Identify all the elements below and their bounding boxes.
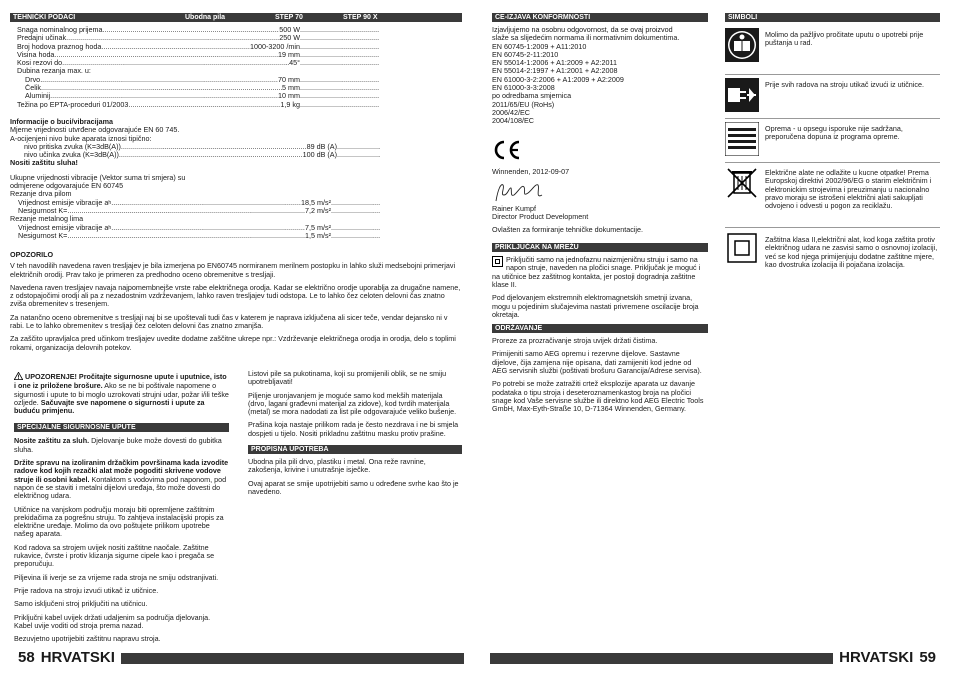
- unplug-icon: [725, 78, 759, 112]
- data-row: [17, 26, 379, 34]
- tech-data-title: TEHNIČKI PODACI: [13, 14, 76, 21]
- data-row: [10, 143, 380, 151]
- spec-p5: Piljevina ili iverje se za vrijeme rada stroja ne smiju odstranjivati.: [14, 572, 219, 582]
- symbol-text: Oprema - u opsegu isporuke nije sadržana, preporučena dopuna iz programa opreme.: [765, 124, 903, 142]
- row-label-sub: h: [108, 199, 112, 206]
- ce-line: 2004/108/EC: [492, 116, 534, 126]
- ce-line: 2006/42/EC: [492, 107, 530, 117]
- spec-p9: Bezuvjetno upotrijebiti zaštitnu napravu stroja.: [14, 634, 161, 644]
- prikljucak-p2: Pod djelovanjem ekstremnih elektromagnetskih smetnji izvana, mogu u pojedinim slučajevima nastati privremene oscilacije broja okretaja.: [492, 293, 699, 319]
- row-label: Dubina rezanja max. u:: [17, 67, 91, 76]
- row-label: Kosi rezovi do: [17, 59, 63, 68]
- vib-line-1: Ukupne vrijednosti vibracije (Vektor suma tri smjera) su: [10, 172, 186, 182]
- ce-line: slaže sa slijedećim normama ili normativnim dokumentima.: [492, 33, 680, 43]
- opozorilo-p3: Za natančno oceno obremenitve s tresljaji naj bi se upoštevali tudi čas v katerem je naprava izključena ali sicer teče, vendar dejansko ni v rabi. Le to lahko obremenitev s tresljaji čez celoten delovni čas znatno zmanjša.: [10, 312, 448, 331]
- row-label: Vrijednost emisije vibracije a: [18, 223, 109, 232]
- row-label: Težina po EPTA-proceduri 01/2003: [17, 100, 129, 109]
- row-label: Visina hoda: [17, 50, 55, 59]
- ce-date: Winnenden, 2012-09-07: [492, 166, 570, 176]
- ce-line: EN 61000-3-2:2006 + A1:2009 + A2:2009: [492, 74, 624, 84]
- opozorilo-p1: V teh navodilih navedena raven tresljajev je bila izmerjena po EN60745 normiranem merilnem postopku in lahko služi medsebojni primerjavi električnih orodij. Prav tako je primeren za predhodno oceno obremenitve s tresljaji.: [10, 261, 456, 279]
- ce-name: Rainer Kumpf: [492, 204, 536, 214]
- propisna-p1: Ubodna pila pili drvo, plastiku i metal. Ona reže ravnine, zakošenja, krivine i unutrašnje isječke.: [248, 457, 426, 475]
- row-label: Broj hodova praznog hoda: [17, 42, 102, 51]
- class-ii-icon: [725, 231, 759, 265]
- opozorilo-p4: Za zaščito upravljalca pred učinkom tresljajev uvedite dodatne zaščitne ukrepe npr.: Vzdrževanje električnega orodja in orodja, delo s toplimi rokami, organizacija delovnih potekov.: [10, 334, 456, 352]
- row-label: Nesigurnost K=: [18, 231, 68, 240]
- propisna-header: PROPISNA UPOTREBA: [248, 445, 462, 454]
- row-value-1: 10 mm: [278, 92, 300, 101]
- symbol-row: [725, 163, 940, 228]
- opozorilo-p2: Navedena raven tresljajev navaja najpomembnejše vrste rabe električnega orodja. Kadar se električno orodje uporablja za drugačne namene, z odstopajočimi orodji ali pa z nezadostnim vzdrževanjem, lahko raven tresljajev tudi odstopa. Le to lahko čez celoten delovni čas znatno zviša obremenitev s tresenjem.: [10, 282, 461, 309]
- weee-bin-icon: [725, 166, 759, 200]
- row-value-1: 1000-3200 /min: [250, 42, 300, 51]
- row-value-1: 500 W: [279, 26, 300, 34]
- row-value-1: 70 mm: [278, 75, 300, 84]
- row-value-1: 250 W: [279, 34, 300, 43]
- spec-p1: Nosite zaštitu za sluh. Djelovanje buke može dovesti do gubitka sluha.: [14, 436, 222, 454]
- vib-line-2: odmjerene odgovarajuće EN 60745: [10, 181, 124, 191]
- row-value-1: 7,5 m/s²: [305, 223, 331, 232]
- row-label: Snaga nominalnog prijema: [17, 26, 103, 34]
- ce-line: Izjavljujemo na osobnu odgovornost, da se ovaj proizvod: [492, 25, 673, 34]
- row-label-sub: h: [108, 224, 112, 231]
- signature-icon: [492, 179, 708, 205]
- page-number-left: 58: [18, 648, 35, 666]
- footer-right: [490, 650, 936, 666]
- row-value-1: 100 dB (A): [302, 151, 337, 160]
- odrzavanje-p1: Proreze za prozračivanje stroja uvijek držati čistima.: [492, 336, 658, 346]
- ce-line: po odredbama smjernica: [492, 91, 572, 101]
- saw-blades-icon: [725, 122, 759, 156]
- ce-role: Director Product Development: [492, 212, 589, 222]
- ce-lines: [492, 26, 708, 126]
- row-label: Predajni učinak: [17, 34, 67, 43]
- read-manual-icon: [725, 28, 759, 62]
- data-row: [17, 76, 379, 84]
- ce-mark-icon: [492, 140, 708, 162]
- col2-p3: Prašina koja nastaje prilikom rada je često nezdrava i ne bi smjela dospjeti u tijelo. Nositi prikladnu zaštitnu masku protiv prašine.: [248, 420, 459, 438]
- row-value-1: 18,5 m/s²: [301, 198, 331, 207]
- data-row: [17, 92, 379, 100]
- noise-protect: Nositi zaštitu sluha!: [10, 158, 78, 168]
- row-value-1: 89 dB (A): [306, 142, 337, 151]
- row-label: Aluminij: [25, 92, 51, 101]
- data-row: [17, 59, 379, 67]
- data-row: [10, 199, 380, 207]
- row-value-1: 5 mm: [282, 84, 300, 93]
- noise-title: Informacije o buci/vibracijama: [10, 117, 114, 126]
- vib-wood: Rezanje drva pilom: [10, 189, 72, 199]
- noise-line-2: A-ocijenjeni nivo buke aparata iznosi tipično:: [10, 133, 152, 143]
- data-row: [17, 101, 379, 109]
- right-col-1: [492, 13, 708, 419]
- noise-line-1: Mjerne vrijednosti utvrđene odgovarajuće EN 60 745.: [10, 125, 180, 135]
- row-label: nivo učinka zvuka (K=3dB(A)): [24, 151, 119, 160]
- col-step70: STEP 70: [275, 14, 303, 21]
- data-row: [17, 67, 379, 75]
- symbol-row: [725, 119, 940, 163]
- odrzavanje-p3: Po potrebi se može zatražiti crtež eksplozije aparata uz davanje podataka o tipu stroja i deseteroznamenkastog broja na pločici snage kod Vaše servisne službe ili direktno kod AEG Electric Tools GmbH, Max-Eyth-Straße 10, D-71364 Winnenden, Germany.: [492, 379, 704, 414]
- col-ubodna: Ubodna pila: [185, 14, 226, 21]
- ce-line: EN 55014-1:2006 + A1:2009 + A2:2011: [492, 58, 617, 68]
- data-row: [17, 51, 379, 59]
- noise-rows: [10, 143, 380, 160]
- ce-line: EN 61000-3-3:2008: [492, 83, 555, 93]
- left-col-1: [14, 372, 229, 648]
- ce-line: EN 55014-2:1997 + A1:2001 + A2:2008: [492, 66, 618, 76]
- prikljucak-p1: Priključiti samo na jednofaznu naizmjeničnu struju i samo na napon struje, naveden na pločici snage. Priključak je moguć i na utičnice bez zaštitnog kontakta, jer postoji dogradnja zaštitne klase II.: [492, 255, 701, 289]
- odrzavanje-header: ODRŽAVANJE: [492, 324, 708, 333]
- data-row: [17, 43, 379, 51]
- row-value-1: 7,2 m/s²: [305, 206, 331, 215]
- language-right: HRVATSKI: [839, 648, 914, 666]
- data-row: [10, 232, 380, 240]
- row-value-1: 19 mm: [278, 50, 300, 59]
- prikljucak-header: PRIKLJUČAK NA MREŽU: [492, 243, 708, 252]
- symbol-row: [725, 75, 940, 119]
- vib-metal-rows: [10, 224, 380, 241]
- specijalne-header: SPECIJALNE SIGURNOSNE UPUTE: [14, 423, 229, 432]
- col-step90: STEP 90 X: [343, 14, 378, 21]
- noise-section: [10, 118, 380, 240]
- ce-line: EN 60745-1:2009 + A11:2010: [492, 41, 587, 51]
- row-value-1: 45°: [289, 59, 300, 68]
- row-value-1: 1,9 kg: [280, 100, 300, 109]
- spec-p7: Samo isključeni stroj priključiti na utičnicu.: [14, 599, 148, 609]
- row-label: Drvo: [25, 75, 41, 84]
- row-label: nivo pritiska zvuka (K=3dB(A)): [24, 142, 121, 151]
- col2-p1: Listovi pile sa pukotinama, koji su promijenili oblik, se ne smiju upotrebljavati!: [248, 369, 447, 387]
- spec-p4: Kod radova sa strojem uvijek nositi zaštitne naočale. Zaštitne rukavice, čvrste i protiv klizanja sigurne cipele kao i pregača se preporučuju.: [14, 542, 215, 569]
- ce-auth: Ovlašten za formiranje tehničke dokumentacije.: [492, 224, 644, 234]
- symbol-text: Zaštitna klasa II,električni alat, kod koga zaštita protiv električnog udara ne zasvisi samo o osnovnoj izolaciji, već se kod njega primijenjuju dodatne zaštitne mjere, kao dvostruka izolacija ili pojačana izolacija.: [765, 235, 938, 269]
- left-col-2: [248, 370, 462, 501]
- row-label: Nesigurnost K=: [18, 206, 68, 215]
- page-number-right: 59: [919, 648, 936, 666]
- ce-line: EN 60745-2-11:2010: [492, 49, 559, 59]
- symbol-row: [725, 25, 940, 75]
- spec-p8: Priključni kabel uvijek držati udaljenim sa područja djelovanja. Kabel uvije voditi od stroja prema nazad.: [14, 612, 211, 630]
- footer-bar-right: [490, 653, 833, 664]
- simboli-header: SIMBOLI: [725, 13, 940, 22]
- right-col-2: [725, 13, 940, 280]
- spec-p2: Držite spravu na izoliranim držačkim površinama kada izvodite radove kod kojih rezački alat može pogoditi skrivene vodove struje ili osobni kabel. Kontaktom s vodovima pod naponom, pod napon će se staviti i metalni dijelovi uređaja, što može dovesti do električnog udara.: [14, 458, 229, 501]
- symbol-text: Električne alate ne odlažite u kucne otpatke! Prema Europskoj direktivi 2002/96/EG o starim električnim i elektronickim strojevima i preuzimanju u nacionalno pravo moraju se istrošeni električni alati sakupljati odvojeno i odvesti u pogon za reciklažu.: [765, 168, 932, 211]
- symbol-row: [725, 228, 940, 280]
- ce-line: 2011/65/EU (RoHs): [492, 99, 555, 109]
- row-label: Vrijednost emisije vibracije a: [18, 198, 109, 207]
- data-row: [10, 224, 380, 232]
- col2-p2: Piljenje uronjavanjem je moguće samo kod mekših materijala (drvo, lagani građevni materijal za zidove), kod tvrdih materijala (metal) se mora nadodati za list pile odgovarajuće veliko bušenje.: [248, 390, 457, 417]
- data-row: [17, 84, 379, 92]
- footer-bar-left: [121, 653, 464, 664]
- tech-data-table: [17, 26, 379, 109]
- opozorilo-section: [10, 251, 462, 357]
- tech-data-header: [10, 13, 462, 22]
- class-ii-small-icon: [492, 256, 503, 267]
- row-value-1: 1,5 m/s²: [305, 231, 331, 240]
- data-row: [17, 34, 379, 42]
- spec-p3: Utičnice na vanjskom području moraju biti opremljene zaštitnim prekidačima za pogrešnu struju. To zahtjeva instalacijski propis za električne uređaje. Molimo da ovo poštujete prilikom upotrebe našeg aparata.: [14, 504, 224, 539]
- footer-left: [18, 650, 464, 666]
- opozorilo-title: OPOZORILO: [10, 250, 54, 259]
- propisna-p2: Ovaj aparat se smije upotrijebiti samo u određene svrhe kao što je navedeno.: [248, 478, 459, 496]
- spec-p6: Prije radova na stroju izvući utikač iz utičnice.: [14, 585, 159, 595]
- ce-header: CE-IZJAVA KONFORMNOSTI: [492, 13, 708, 22]
- vib-metal: Rezanje metalnog lima: [10, 214, 84, 224]
- odrzavanje-p2: Primijeniti samo AEG opremu i rezervne dijelove. Sastavne dijelove, čija zamjena nije opisana, dati zamijeniti kod jedne od AEG servisnih službi (poštivati brošuru Garancija/Adrese servisa).: [492, 349, 702, 376]
- language-left: HRVATSKI: [40, 648, 115, 666]
- row-label: Čelik: [25, 84, 41, 93]
- symbol-text: Prije svih radova na stroju utikač izvući iz utičnice.: [765, 80, 924, 89]
- vib-wood-rows: [10, 199, 380, 216]
- symbol-text: Molimo da pažljivo pročitate uputu o upotrebi prije puštanja u rad.: [765, 30, 924, 48]
- upozorenje: UPOZORENJE! Pročitajte sigurnosne upute i uputnice, isto i one iz priložene brošure. Ako se ne bi poštivale napomene o sigurnosti i upute to bi moglo uzrokovati strujni udar, požar i/ili teške ozljede. Sačuvajte sve napomene o sigurnosti i upute za buduću primjenu.: [14, 372, 229, 416]
